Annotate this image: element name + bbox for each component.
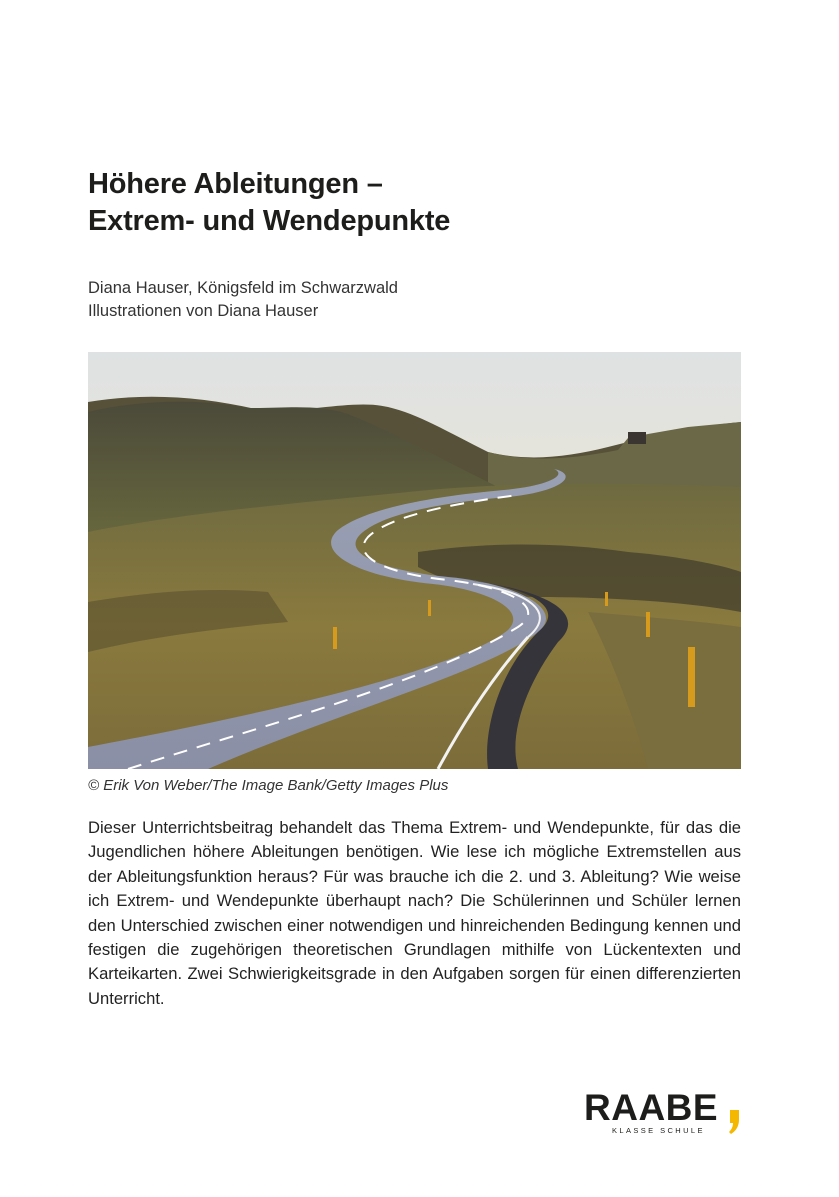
logo-comma-icon [729, 1110, 739, 1134]
raabe-logo [584, 1088, 744, 1138]
photo-credit: © Erik Von Weber/The Image Bank/Getty Images Plus [88, 777, 449, 794]
illustrations-line: Illustrationen von Diana Hauser [88, 302, 319, 320]
title-line-1: Höhere Ableitungen – [88, 168, 383, 200]
description-paragraph: Dieser Unterrichtsbeitrag behandelt das Thema Extrem- und Wendepunkte, für das die Jugendlichen höhere Ableitungen benötigen. Wie lese ich mögliche Extremstellen aus der Ableitungsfunktion heraus? Für was brauche ich die 2. und 3. Ableitung? Wie weise ich Extrem- und Wendepunkte überhaupt nach? Die Schülerinnen und Schüler lernen den Unterschied zwischen einer notwendigen und hinreichenden Bedingung kennen und festigen die zugehörigen theoretischen Grundlagen mithilfe von Lückentexten und Karteikarten. Zwei Schwierigkeitsgrade in den Aufgaben sorgen für einen differenzierten Unterricht. [88, 818, 741, 1008]
title-line-2: Extrem- und Wendepunkte [88, 205, 451, 237]
cover-photo [88, 352, 741, 769]
logo-tagline: KLASSE SCHULE [612, 1126, 705, 1135]
road-landscape-image [88, 352, 741, 769]
author-line: Diana Hauser, Königsfeld im Schwarzwald [88, 279, 398, 297]
logo-wordmark: RAABE [584, 1087, 719, 1128]
author-info [88, 277, 398, 323]
document-title [88, 166, 450, 240]
